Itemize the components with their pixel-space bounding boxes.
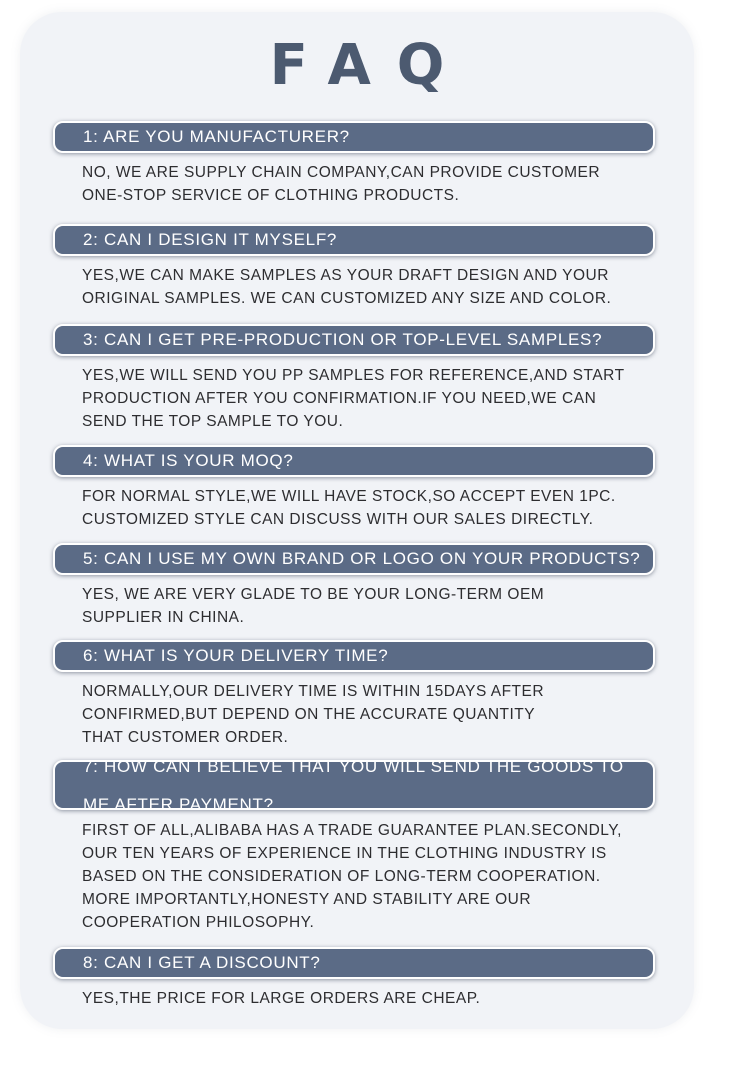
faq-question-4-text: 4: WHAT IS YOUR MOQ? xyxy=(83,451,294,470)
faq-question-6 xyxy=(53,640,655,672)
faq-answer-7-line-4: MORE IMPORTANTLY,HONESTY AND STABILITY ARE OUR xyxy=(82,891,532,908)
faq-question-5 xyxy=(53,543,655,575)
faq-card xyxy=(20,12,694,1029)
faq-answer-4-line-2: CUSTOMIZED STYLE CAN DISCUSS WITH OUR SALES DIRECTLY. xyxy=(82,511,594,528)
faq-answer-7 xyxy=(82,819,682,934)
faq-question-8 xyxy=(53,947,655,979)
faq-answer-3 xyxy=(82,364,682,433)
faq-question-6-text: 6: WHAT IS YOUR DELIVERY TIME? xyxy=(83,646,389,665)
faq-answer-1 xyxy=(82,161,682,207)
page-title: FAQ xyxy=(269,33,471,98)
faq-answer-5-line-1: YES, WE ARE VERY GLADE TO BE YOUR LONG-TERM OEM xyxy=(82,586,545,603)
faq-answer-6 xyxy=(82,680,682,749)
faq-question-7-line-1: 7: HOW CAN I BELIEVE THAT YOU WILL SEND THE GOODS TO xyxy=(83,756,624,776)
faq-answer-4-line-1: FOR NORMAL STYLE,WE WILL HAVE STOCK,SO ACCEPT EVEN 1PC. xyxy=(82,488,616,505)
faq-answer-8-line-1: YES,THE PRICE FOR LARGE ORDERS ARE CHEAP. xyxy=(82,990,481,1007)
faq-answer-7-line-2: OUR TEN YEARS OF EXPERIENCE IN THE CLOTHING INDUSTRY IS xyxy=(82,845,607,862)
faq-answer-2-line-2: ORIGINAL SAMPLES. WE CAN CUSTOMIZED ANY SIZE AND COLOR. xyxy=(82,290,612,307)
faq-question-3-text: 3: CAN I GET PRE-PRODUCTION OR TOP-LEVEL SAMPLES? xyxy=(83,330,603,349)
faq-answer-5 xyxy=(82,583,682,629)
faq-answer-6-line-2: CONFIRMED,BUT DEPEND ON THE ACCURATE QUANTITY xyxy=(82,706,536,723)
faq-answer-7-line-1: FIRST OF ALL,ALIBABA HAS A TRADE GUARANTEE PLAN.SECONDLY, xyxy=(82,822,622,839)
faq-question-2 xyxy=(53,224,655,256)
faq-answer-3-line-1: YES,WE WILL SEND YOU PP SAMPLES FOR REFERENCE,AND START xyxy=(82,367,625,384)
faq-question-2-text: 2: CAN I DESIGN IT MYSELF? xyxy=(83,230,338,249)
faq-answer-4 xyxy=(82,485,682,531)
faq-answer-6-line-3: THAT CUSTOMER ORDER. xyxy=(82,729,289,746)
faq-question-8-text: 8: CAN I GET A DISCOUNT? xyxy=(83,953,321,972)
faq-answer-7-line-5: COOPERATION PHILOSOPHY. xyxy=(82,914,315,931)
faq-question-4 xyxy=(53,445,655,477)
faq-answer-1-line-1: NO, WE ARE SUPPLY CHAIN COMPANY,CAN PROVIDE CUSTOMER xyxy=(82,164,601,181)
faq-question-7-line-2: ME AFTER PAYMENT? xyxy=(83,794,274,814)
faq-question-5-text: 5: CAN I USE MY OWN BRAND OR LOGO ON YOUR PRODUCTS? xyxy=(83,549,641,568)
faq-question-1 xyxy=(53,121,655,153)
faq-answer-3-line-3: SEND THE TOP SAMPLE TO YOU. xyxy=(82,413,344,430)
faq-question-7 xyxy=(53,756,655,814)
faq-answer-6-line-1: NORMALLY,OUR DELIVERY TIME IS WITHIN 15DAYS AFTER xyxy=(82,683,545,700)
faq-answer-3-line-2: PRODUCTION AFTER YOU CONFIRMATION.IF YOU NEED,WE CAN xyxy=(82,390,597,407)
faq-answer-2-line-1: YES,WE CAN MAKE SAMPLES AS YOUR DRAFT DESIGN AND YOUR xyxy=(82,267,609,284)
faq-answer-5-line-2: SUPPLIER IN CHINA. xyxy=(82,609,245,626)
faq-answer-2 xyxy=(82,264,682,310)
faq-answer-8 xyxy=(82,987,682,1010)
faq-question-3 xyxy=(53,324,655,356)
faq-question-1-text: 1: ARE YOU MANUFACTURER? xyxy=(83,127,350,146)
faq-answer-7-line-3: BASED ON THE CONSIDERATION OF LONG-TERM COOPERATION. xyxy=(82,868,601,885)
faq-answer-1-line-2: ONE-STOP SERVICE OF CLOTHING PRODUCTS. xyxy=(82,187,460,204)
